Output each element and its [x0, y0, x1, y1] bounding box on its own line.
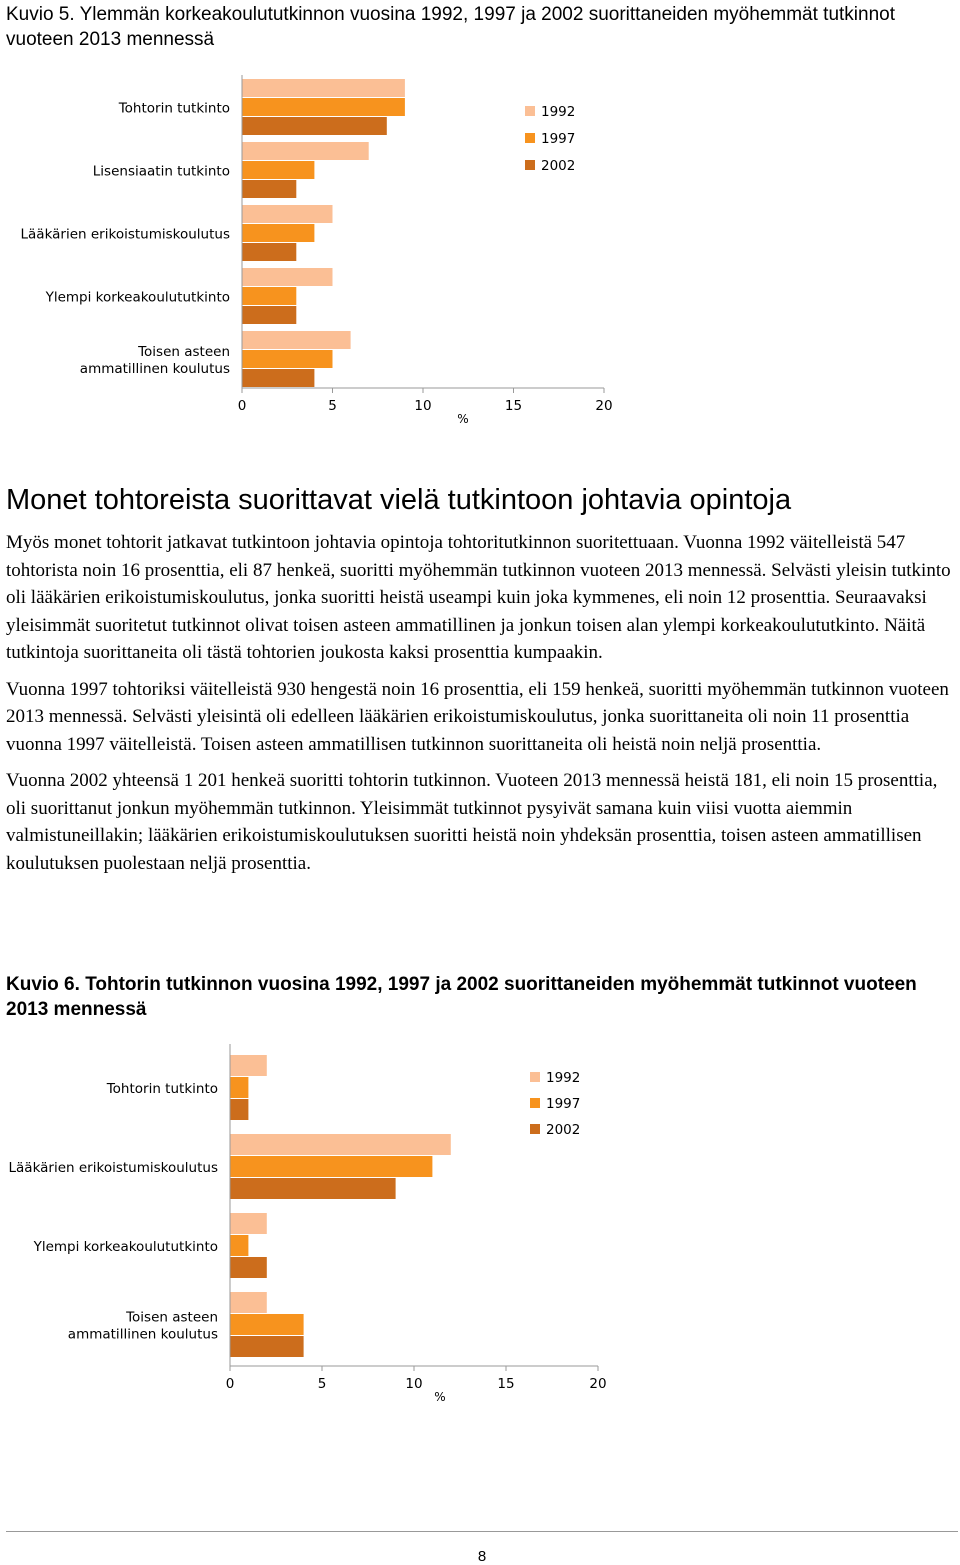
x-axis-label: %	[457, 412, 469, 426]
legend-swatch-1992	[530, 1072, 540, 1082]
bar-1-1-2002	[242, 117, 387, 135]
x-tick-label-20: 20	[589, 1376, 607, 1392]
legend-swatch-1997	[530, 1098, 540, 1108]
bar-1-4-1997	[242, 287, 296, 305]
x-tick-label-5: 5	[317, 1376, 327, 1392]
legend-swatch-1992	[525, 106, 535, 116]
legend-label-1997: 1997	[541, 131, 576, 147]
category-label-2-4-line2: ammatillinen koulutus	[67, 1326, 218, 1343]
category-label-2-1: Tohtorin tutkinto	[106, 1081, 218, 1097]
category-label-1-3: Lääkärien erikoistumiskoulutus	[20, 226, 230, 243]
figure6-chart	[0, 1040, 960, 1410]
bar-2-1-1992	[230, 1055, 267, 1076]
figure6-caption-text: Tohtorin tutkinnon vuosina 1992, 1997 ja 2002 suorittaneiden myöhemmät tutkinnot vuoteen 2013 mennessä	[6, 974, 917, 1020]
paragraph-2: Vuonna 1997 tohtoriksi väitelleistä 930 hengestä noin 16 prosenttia, eli 159 henkeä, suoritti myöhemmän tutkinnon vuoteen 2013 mennessä. Selvästi yleisintä oli edelleen lääkärien erikoistumiskoulutus, jonka suorittaneita oli noin 11 prosenttia vuonna 1997 väitelleistä. Toisen asteen ammatillisen tutkinnon suorittaneita oli heistä noin neljä prosenttia.	[6, 678, 949, 755]
legend-label-1997: 1997	[546, 1096, 581, 1112]
bar-2-2-2002	[230, 1178, 396, 1199]
category-label-2-2: Lääkärien erikoistumiskoulutus	[8, 1160, 218, 1176]
figure5-caption	[6, 2, 946, 52]
page-number: 8	[477, 1548, 487, 1565]
footer-rule	[6, 1531, 958, 1532]
bar-1-5-1992	[242, 331, 351, 349]
x-tick-label-10: 10	[405, 1376, 423, 1392]
figure5-caption-text: Ylemmän korkeakoulututkinnon vuosina 1992, 1997 ja 2002 suorittaneiden myöhemmät tutkinnot vuoteen 2013 mennessä	[6, 4, 895, 50]
article-body	[6, 529, 956, 886]
category-label-1-4: Ylempi korkeakoulututkinto	[45, 289, 230, 306]
legend-swatch-2002	[525, 160, 535, 170]
category-label-1-5-line2: ammatillinen koulutus	[79, 361, 230, 377]
x-tick-label-0: 0	[225, 1376, 235, 1392]
figure5-chart	[0, 60, 960, 430]
x-tick-label-15: 15	[497, 1376, 515, 1392]
category-label-1-5-line1: Toisen asteen	[138, 344, 230, 360]
legend-swatch-2002	[530, 1124, 540, 1134]
bar-2-2-1992	[230, 1134, 451, 1155]
category-label-2-3: Ylempi korkeakoulututkinto	[33, 1239, 218, 1255]
bar-1-5-1997	[242, 350, 333, 368]
figure6-caption-label: Kuvio 6.	[6, 974, 80, 995]
bar-1-2-1997	[242, 161, 314, 179]
bar-2-3-1997	[230, 1235, 248, 1256]
bar-1-3-1992	[242, 205, 333, 223]
bar-2-1-2002	[230, 1099, 248, 1120]
x-tick-label-5: 5	[328, 398, 337, 414]
bar-1-2-2002	[242, 180, 296, 198]
bar-2-3-2002	[230, 1257, 267, 1278]
bar-1-1-1992	[242, 79, 405, 97]
legend-label-2002: 2002	[541, 158, 576, 174]
paragraph-3: Vuonna 2002 yhteensä 1 201 henkeä suoritti tohtorin tutkinnon. Vuoteen 2013 mennessä heistä 181, eli noin 15 prosenttia, oli suorittanut jonkun myöhemmän tutkinnon. Yleisimmät tutkinnot pysyivät samana kuin viisi vuotta aiemmin valmistuneillakin; lääkärien erikoistumiskoulutuksen suoritti heistä noin yhdeksän prosenttia, toisen asteen ammatillisen koulutuksen puolestaan neljä prosenttia.	[6, 770, 938, 874]
x-tick-label-0: 0	[237, 398, 247, 414]
bar-1-2-1992	[242, 142, 369, 160]
x-tick-label-15: 15	[504, 398, 523, 414]
legend-label-1992: 1992	[546, 1070, 581, 1086]
bar-1-1-1997	[242, 98, 405, 116]
legend-label-1992: 1992	[541, 104, 576, 120]
legend-label-2002: 2002	[546, 1122, 581, 1138]
category-label-1-2: Lisensiaatin tutkinto	[92, 163, 230, 180]
figure5-caption-label: Kuvio 5.	[6, 4, 75, 25]
section-heading: Monet tohtoreista suorittavat vielä tutkintoon johtavia opintoja	[6, 484, 792, 516]
legend-swatch-1997	[525, 133, 535, 143]
bar-1-3-2002	[242, 243, 296, 261]
paragraph-1: Myös monet tohtorit jatkavat tutkintoon johtavia opintoja tohtoritutkinnon suoritettuaan. Vuonna 1992 väitelleistä 547 tohtorista noin 16 prosenttia, eli 87 henkeä, suoritti myöhemmän tutkinnon vuoteen 2013 mennessä. Selvästi yleisin tutkinto oli lääkärien erikoistumiskoulutus, jonka suoritti heistä useampi kuin joka kymmenes, eli noin 12 prosenttia. Seuraavaksi yleisimmät suoritetut tutkinnot olivat toisen asteen ammatillinen ja jonkun toisen alan ylempi korkeakoulututkinto. Näitä tutkintoja suorittaneita oli tästä tohtorien joukosta kaksi prosenttia kumpaakin.	[6, 532, 951, 663]
category-label-2-4-line1: Toisen asteen	[126, 1309, 218, 1326]
bar-2-1-1997	[230, 1077, 248, 1098]
bar-2-2-1997	[230, 1156, 432, 1177]
bar-1-5-2002	[242, 369, 314, 387]
bar-1-4-2002	[242, 306, 296, 324]
bar-1-4-1992	[242, 268, 333, 286]
category-label-1-1: Tohtorin tutkinto	[118, 100, 230, 117]
bar-2-3-1992	[230, 1213, 267, 1234]
bar-2-4-1992	[230, 1292, 267, 1313]
x-axis-label: %	[434, 1390, 446, 1404]
x-tick-label-10: 10	[414, 398, 432, 414]
bar-2-4-2002	[230, 1336, 304, 1357]
figure6-caption	[6, 972, 946, 1022]
bar-2-4-1997	[230, 1314, 304, 1335]
bar-1-3-1997	[242, 224, 314, 242]
x-tick-label-20: 20	[595, 398, 613, 414]
